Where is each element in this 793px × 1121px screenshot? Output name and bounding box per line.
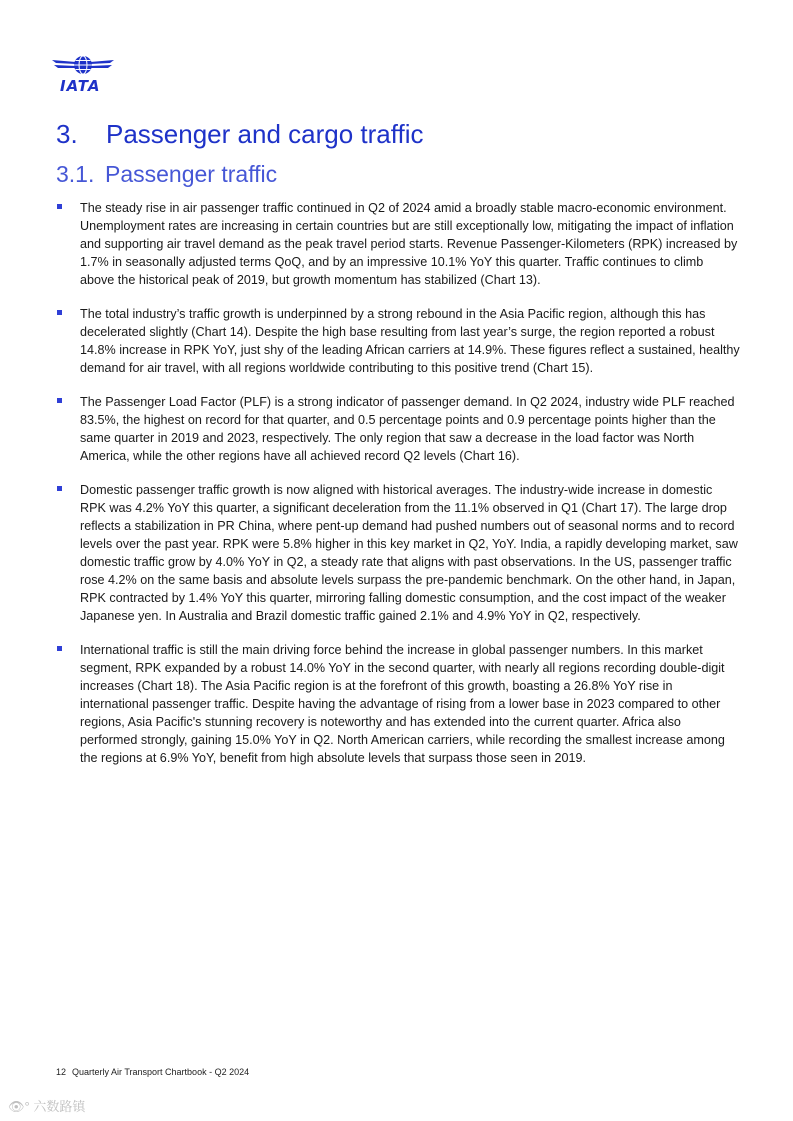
bullet-list <box>56 199 741 783</box>
list-item <box>56 393 741 465</box>
bullet-square-icon <box>57 486 62 491</box>
list-item <box>56 199 741 289</box>
bullet-square-icon <box>57 310 62 315</box>
list-item <box>56 481 741 625</box>
bullet-square-icon <box>57 204 62 209</box>
subsection-number: 3.1. <box>56 161 95 187</box>
list-item <box>56 641 741 767</box>
footer-document-title: Quarterly Air Transport Chartbook - Q2 2024 <box>72 1067 250 1077</box>
iata-globe-wings-icon <box>50 50 116 80</box>
paragraph-text: The steady rise in air passenger traffic continued in Q2 of 2024 amid a broadly stable macro-economic environment. Unemployment rates are increasing in certain countries but are still exceptionally low, mitigating the impact of inflation and supporting air travel demand as the peak travel period starts. Revenue Passenger-Kilometers (RPK) increased by 1.7% in seasonally adjusted terms QoQ, and by an impressive 10.1% YoY this quarter. Traffic continues to climb above the historical peak of 2019, but growth momentum has stabilized (Chart 13). <box>80 201 738 287</box>
page-number: 12 <box>56 1067 67 1077</box>
logo-wordmark: IATA <box>60 77 101 95</box>
page-footer <box>56 1067 249 1077</box>
subsection-title: Passenger traffic <box>105 161 278 187</box>
paragraph-text: The Passenger Load Factor (PLF) is a strong indicator of passenger demand. In Q2 2024, industry wide PLF reached 83.5%, the highest on record for that quarter, and 0.5 percentage points and 0.9 percentage points higher than the same quarter in 2019 and 2023, respectively. The only region that saw a decrease in the load factor was North America, while the other regions have all achieved record Q2 levels (Chart 16). <box>80 395 735 463</box>
subsection-heading <box>56 161 277 188</box>
section-heading <box>56 119 423 150</box>
section-number: 3. <box>56 119 78 149</box>
paragraph-text: The total industry’s traffic growth is underpinned by a strong rebound in the Asia Pacific region, although this has decelerated slightly (Chart 14). Despite the high base resulting from last year’s surge, the region reported a robust 14.8% increase in RPK YoY, just shy of the leading African carriers at 14.9%. These figures reflect a sustained, healthy demand for air travel, with all regions worldwide contributing to this positive trend (Chart 15). <box>80 307 740 375</box>
bullet-square-icon <box>57 398 62 403</box>
paragraph-text: International traffic is still the main driving force behind the increase in global passenger numbers. In this market segment, RPK expanded by a robust 14.0% YoY in the second quarter, with nearly all regions recording double-digit increases (Chart 18). The Asia Pacific region is at the forefront of this growth, boasting a 26.8% YoY rise in international passenger traffic. Despite having the advantage of rising from a lower base in 2023 compared to other regions, Asia Pacific's stunning recovery is noteworthy and has extended into the current quarter. Africa also performed strongly, gaining 15.0% YoY in Q2. North American carriers, while recording the smallest increase among the regions at 6.9% YoY, benefit from high absolute levels that surpass those seen in 2019. <box>80 643 725 765</box>
bullet-square-icon <box>57 646 62 651</box>
paragraph-text: Domestic passenger traffic growth is now aligned with historical averages. The industry-wide increase in domestic RPK was 4.2% YoY this quarter, a significant deceleration from the 11.1% observed in Q1 (Chart 17). The large drop reflects a stabilization in PR China, where pent-up demand had pushed numbers out of seasonal norms and to record levels over the past year. RPK were 5.8% higher in this key market in Q2, YoY. India, a rapidly developing market, saw domestic traffic grow by 4.0% YoY in Q2, a steady rate that aligns with past observations. In the US, passenger traffic rose 4.2% on the same basis and absolute levels surpass the pre-pandemic benchmark. On the other hand, in Japan, RPK contracted by 1.4% YoY this quarter, mirroring falling domestic consumption, and the cost impact of the weaker Japanese yen. In Australia and Brazil domestic traffic gained 2.1% and 4.9% YoY in Q2, respectively. <box>80 483 738 623</box>
watermark: 👁° 六数路镇 <box>8 1099 86 1114</box>
list-item <box>56 305 741 377</box>
section-title: Passenger and cargo traffic <box>106 119 424 149</box>
